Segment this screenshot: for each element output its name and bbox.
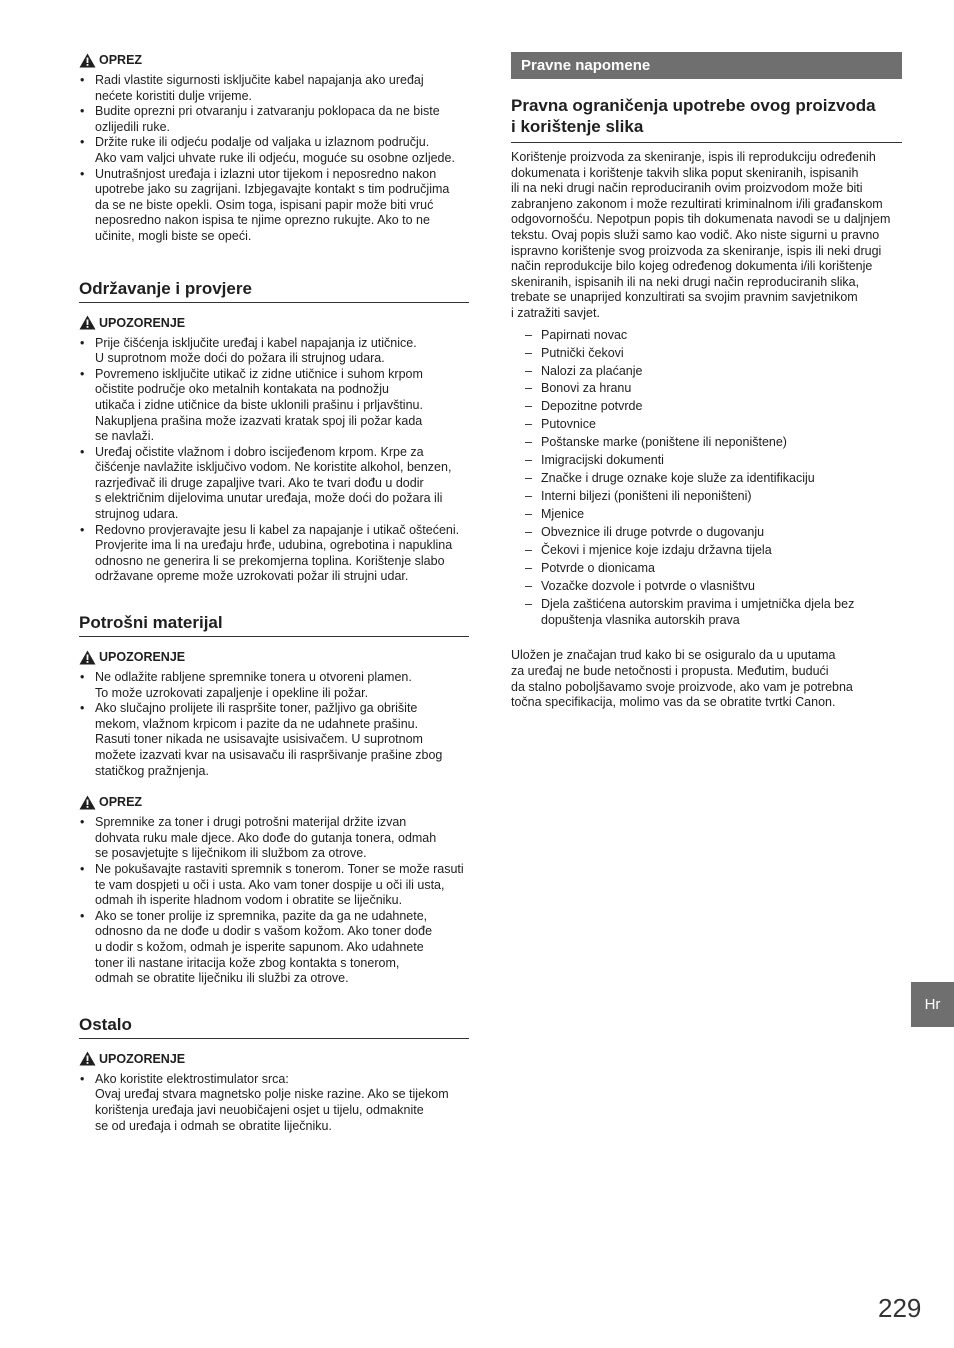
list-item: – Interni biljezi (poništeni ili neponišteni) [511, 489, 902, 505]
list-item: – Depozitne potvrde [511, 399, 902, 415]
list-item: – Bonovi za hranu [511, 381, 902, 397]
warning-header [79, 315, 469, 331]
list-item: – Značke i druge oznake koje služe za identifikaciju [511, 471, 902, 487]
warning-label: UPOZORENJE [99, 315, 186, 330]
list-item: – Mjenice [511, 507, 902, 523]
list-item: • Spremnike za toner i drugi potrošni materijal držite izvan dohvata ruku male djece. Ako dođe do gutanja tonera, odmah se posavjetujte s liječnikom ili službom za otrove. [79, 815, 469, 862]
page-number: 229 [878, 1293, 922, 1323]
list-item: – Čekovi i mjenice koje izdaju državna tijela [511, 543, 902, 559]
list-item: • Ako koristite elektrostimulator srca: Ovaj uređaj stvara magnetsko polje niske razine. Ako se tijekom korištenja uređaja javi neuobičajeni osjet u tijelu, odmaknite se od uređaja i odmah se obratite liječniku. [79, 1072, 469, 1134]
list-item: • Uređaj očistite vlažnom i dobro iscijeđenom krpom. Krpe za čišćenje navlažite isključivo vodom. Ne koristite alkohol, benzen, razrjeđivač ili druge zapaljive tvari. Ako te tvari dođu u dodir s električnim dijelovima unutar uređaja, može doći do požara ili strujnog udara. [79, 445, 469, 523]
list-item: • Ne odlažite rabljene spremnike tonera u otvoreni plamen. To može uzrokovati zapaljenje i opekline ili požar. [79, 670, 469, 701]
warning-triangle-icon [79, 1051, 96, 1066]
warning-label: UPOZORENJE [99, 1051, 186, 1066]
warning-triangle-icon [79, 650, 96, 665]
section-title: Ostalo [79, 1015, 469, 1039]
section-title: Potrošni materijal [79, 613, 469, 637]
caution-header [79, 52, 469, 68]
section-banner: Pravne napomene [511, 52, 902, 79]
language-tab: Hr [911, 982, 954, 1027]
list-item: – Putovnice [511, 417, 902, 433]
warning-list [79, 1072, 469, 1134]
list-item: • Prije čišćenja isključite uređaj i kabel napajanja iz utičnice. U suprotnom može doći do požara ili strujnog udara. [79, 336, 469, 367]
list-item: • Redovno provjeravajte jesu li kabel za napajanje i utikač oštećeni. Provjerite ima li na uređaju hrđe, udubina, ogrebotina i napuklina odnosno ne generira li se prekomjerna toplina. Korištenje slabo održavane opreme može uzrokovati požar ili strujni udar. [79, 523, 469, 585]
caution-list [79, 73, 469, 245]
list-item: – Poštanske marke (poništene ili neponištene) [511, 435, 902, 451]
caution-label: OPREZ [99, 795, 143, 810]
caution-header [79, 794, 469, 810]
caution-block-1 [79, 52, 469, 245]
warning-triangle-icon [79, 315, 96, 330]
list-item: • Budite oprezni pri otvaranju i zatvaranju poklopaca da ne biste ozlijedili ruke. [79, 104, 469, 135]
list-item: – Obveznice ili druge potvrde o dugovanju [511, 525, 902, 541]
right-column [511, 52, 902, 711]
caution-list [79, 815, 469, 987]
warning-header [79, 649, 469, 665]
list-item: – Vozačke dozvole i potvrde o vlasništvu [511, 579, 902, 595]
list-item: • Ako slučajno prolijete ili raspršite toner, pažljivo ga obrišite mekom, vlažnom krpicom i pazite da ne udahnete prašinu. Rasuti toner nikada ne usisavajte usisivačem. U suprotnom možete izazvati kvar na usisavaču ili raspršivanje prašine zbog statičkog pražnjenja. [79, 701, 469, 779]
section-other [79, 1015, 469, 1134]
list-item: • Držite ruke ili odjeću podalje od valjaka u izlaznom području. Ako vam valjci uhvate ruke ili odjeću, moguće su osobne ozljede. [79, 135, 469, 166]
list-item: • Unutrašnjost uređaja i izlazni utor tijekom i neposredno nakon upotrebe jako su zagrijani. Izbjegavajte kontakt s tim područjima da se ne biste opekli. Osim toga, ispisani papir može biti vruć neposredno nakon ispisa te njime oprezno rukujte. Ako to ne učinite, mogli biste se opeći. [79, 167, 469, 245]
list-item: – Papirnati novac [511, 328, 902, 344]
warning-triangle-icon [79, 795, 96, 810]
warning-label: UPOZORENJE [99, 650, 186, 665]
section-maintenance [79, 279, 469, 586]
warning-triangle-icon [79, 53, 96, 68]
list-item: • Ne pokušavajte rastaviti spremnik s tonerom. Toner se može rasuti te vam dospjeti u oči i usta. Ako vam toner dospije u oči ili usta, odmah ih isperite hladnom vodom i obratite se liječniku. [79, 862, 469, 909]
list-item: • Povremeno isključite utikač iz zidne utičnice i suhom krpom očistite područje oko metalnih kontakata na podnožju utikača i zidne utičnice da biste uklonili prašinu i prljavštinu. Nakupljena prašina može izazvati kratak spoj ili požar kada se navlaži. [79, 367, 469, 445]
list-item: – Putnički čekovi [511, 346, 902, 362]
caution-label: OPREZ [99, 53, 143, 67]
section-title: Održavanje i provjere [79, 279, 469, 303]
list-item: – Nalozi za plaćanje [511, 364, 902, 380]
warning-list [79, 670, 469, 779]
legal-closing: Uložen je značajan trud kako bi se osiguralo da u uputama za uređaj ne bude netočnosti i propusta. Međutim, budući da stalno poboljšavamo svoje proizvode, ako vam je potrebna točna specifikacija, molimo vas da se obratite tvrtki Canon. [511, 648, 853, 710]
warning-header [79, 1051, 469, 1067]
warning-list [79, 336, 469, 586]
list-item: • Radi vlastite sigurnosti isključite kabel napajanja ako uređaj nećete koristiti dulje vrijeme. [79, 73, 469, 104]
list-item: – Potvrde o dionicama [511, 561, 902, 577]
legal-intro: Korištenje proizvoda za skeniranje, ispis ili reprodukciju određenih dokumenata i korištenje takvih slika poput skeniranih, ispisanih ili na neki drugi način reproduciranih ovim proizvodom može biti zabranjeno zakonom i može rezultirati kriminalnom i/ili građanskom odgovornošću. Nepotpun popis tih dokumenata navodi se u daljnjem tekstu. Ovaj popis služi samo kao vodič. Ako niste sigurni u pravno ispravno korištenje svog proizvoda za skeniranje, ispis ili neki drugi način reprodukcije bilo kojeg određenog dokumenta i/ili korištenje skeniranih, ispisanih ili na neki drugi način reproduciranih slika, trebate se unaprijed konzultirati sa svojim pravnim savjetnikom i zatražiti savjet. [511, 150, 891, 320]
section-consumables [79, 613, 469, 987]
document-list [511, 328, 902, 629]
list-item: • Ako se toner prolije iz spremnika, pazite da ga ne udahnete, odnosno da ne dođe u dodir s vašom kožom. Ako toner dođe u dodir s kožom, odmah je isperite sapunom. Ako udahnete toner ili nastane iritacija kože zbog kontakta s tonerom, odmah se obratite liječniku ili službi za otrove. [79, 909, 469, 987]
legal-title: Pravna ograničenja upotrebe ovog proizvoda i korištenje slika [511, 95, 902, 143]
left-column [79, 52, 469, 1134]
list-item: – Imigracijski dokumenti [511, 453, 902, 469]
list-item: – Djela zaštićena autorskim pravima i umjetnička djela bez dopuštenja vlasnika autorskih prava [511, 597, 902, 628]
